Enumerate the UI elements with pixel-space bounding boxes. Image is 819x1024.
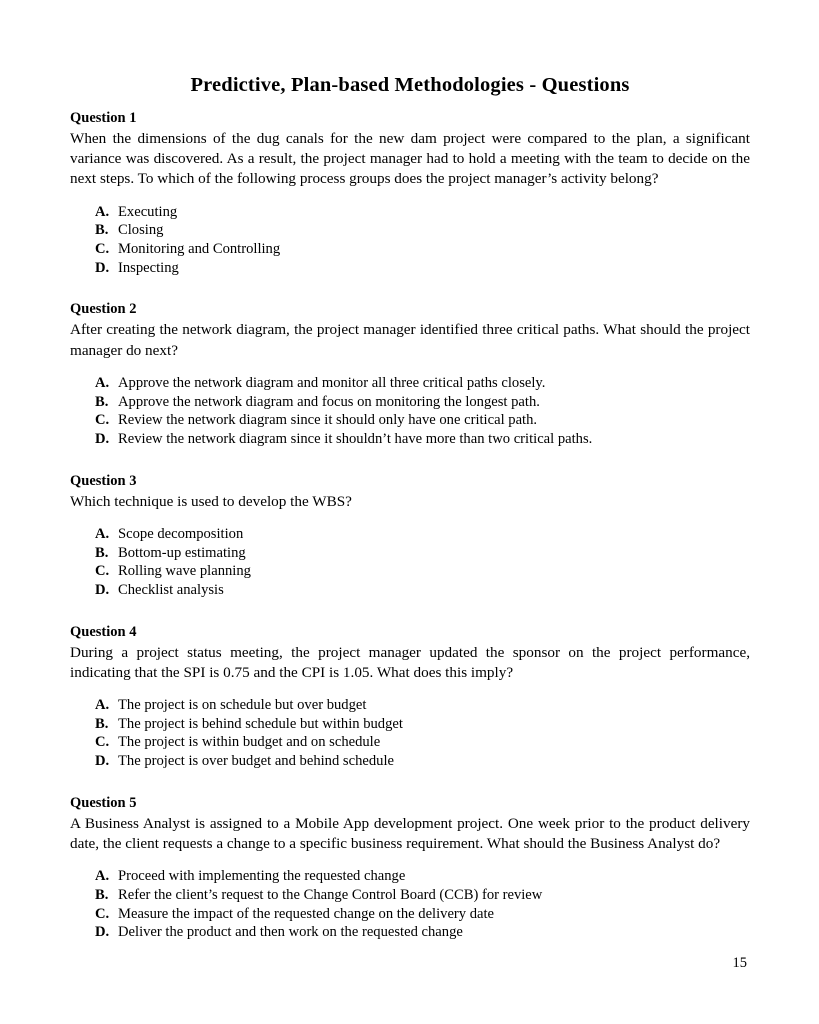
answer-option[interactable] — [95, 886, 750, 905]
question-heading: Question 1 — [70, 110, 137, 126]
answer-options — [70, 696, 750, 771]
question-heading: Question 5 — [70, 794, 137, 811]
option-letter: C. — [95, 241, 110, 258]
option-letter: B. — [95, 544, 109, 561]
question-text: When the dimensions of the dug canals for the new dam project were compared to the plan, a significant variance was discovered. As a result, the project manager had to hold a meeting with the team to decide on the next steps. To which of the following process groups does the project manager’s activity belong? — [70, 130, 750, 188]
answer-option[interactable] — [95, 544, 750, 563]
option-text: Checklist analysis — [118, 581, 224, 598]
questions-container — [70, 109, 750, 942]
option-letter: C. — [95, 734, 110, 751]
option-letter: D. — [95, 430, 110, 447]
question-text: After creating the network diagram, the project manager identified three critical paths. What should the project manager do next? — [70, 321, 750, 359]
option-letter: C. — [95, 905, 110, 922]
option-letter: A. — [95, 868, 110, 885]
option-letter: D. — [95, 924, 110, 941]
option-letter: B. — [95, 393, 109, 410]
answer-options — [70, 203, 750, 278]
question-block — [70, 794, 750, 942]
option-letter: A. — [95, 374, 110, 391]
question-block — [70, 300, 750, 448]
option-text: The project is behind schedule but within budget — [118, 715, 403, 732]
question-text: A Business Analyst is assigned to a Mobile App development project. One week prior to the product delivery date, the client requests a change to a specific business requirement. What should the Business Analyst do? — [70, 814, 750, 853]
option-text: Scope decomposition — [118, 525, 244, 542]
option-text: The project is within budget and on schedule — [118, 734, 381, 751]
question-block — [70, 472, 750, 600]
answer-option[interactable] — [95, 411, 750, 430]
answer-option[interactable] — [95, 752, 750, 771]
option-letter: B. — [95, 886, 109, 903]
question-heading: Question 4 — [70, 623, 137, 640]
option-text: Approve the network diagram and monitor all three critical paths closely. — [118, 374, 546, 391]
answer-option[interactable] — [95, 923, 750, 942]
option-letter: B. — [95, 222, 109, 239]
option-text: Inspecting — [118, 259, 179, 276]
question-heading: Question 3 — [70, 472, 137, 489]
question-heading: Question 2 — [70, 301, 137, 318]
option-text: Measure the impact of the requested change on the delivery date — [118, 905, 495, 922]
option-text: Executing — [118, 203, 178, 220]
option-text: Review the network diagram since it should only have one critical path. — [118, 412, 538, 429]
option-letter: C. — [95, 412, 110, 429]
option-text: Rolling wave planning — [118, 563, 251, 580]
page-number: 15 — [732, 955, 747, 971]
option-letter: B. — [95, 715, 109, 732]
answer-option[interactable] — [95, 259, 750, 278]
page-title: Predictive, Plan-based Methodologies - Questions — [190, 73, 630, 96]
option-text: Proceed with implementing the requested change — [118, 868, 406, 885]
answer-option[interactable] — [95, 696, 750, 715]
answer-option[interactable] — [95, 203, 750, 222]
answer-option[interactable] — [95, 867, 750, 886]
answer-options — [70, 525, 750, 600]
option-letter: D. — [95, 581, 110, 598]
option-letter: A. — [95, 203, 110, 220]
question-text: Which technique is used to develop the WBS? — [70, 492, 352, 510]
answer-option[interactable] — [95, 905, 750, 924]
option-text: The project is over budget and behind schedule — [118, 753, 394, 770]
option-text: Deliver the product and then work on the requested change — [118, 924, 463, 941]
option-letter: D. — [95, 753, 110, 770]
option-letter: A. — [95, 525, 110, 542]
answer-options — [70, 867, 750, 942]
option-letter: A. — [95, 697, 110, 714]
option-letter: D. — [95, 259, 110, 276]
question-block — [70, 623, 750, 771]
option-text: Approve the network diagram and focus on monitoring the longest path. — [118, 393, 540, 410]
option-text: Refer the client’s request to the Change Control Board (CCB) for review — [118, 886, 543, 903]
answer-option[interactable] — [95, 430, 750, 449]
answer-option[interactable] — [95, 393, 750, 412]
answer-options — [70, 374, 750, 449]
question-block — [70, 109, 750, 277]
option-text: Bottom-up estimating — [118, 544, 246, 561]
answer-option[interactable] — [95, 581, 750, 600]
option-text: Monitoring and Controlling — [118, 241, 281, 258]
answer-option[interactable] — [95, 733, 750, 752]
answer-option[interactable] — [95, 715, 750, 734]
option-text: Review the network diagram since it shouldn’t have more than two critical paths. — [118, 430, 593, 447]
answer-option[interactable] — [95, 374, 750, 393]
answer-option[interactable] — [95, 240, 750, 259]
answer-option[interactable] — [95, 221, 750, 240]
option-text: The project is on schedule but over budget — [118, 697, 367, 714]
answer-option[interactable] — [95, 525, 750, 544]
option-letter: C. — [95, 563, 110, 580]
option-text: Closing — [118, 222, 164, 239]
question-text: During a project status meeting, the project manager updated the sponsor on the project performance, indicating that the SPI is 0.75 and the CPI is 1.05. What does this imply? — [70, 643, 750, 681]
answer-option[interactable] — [95, 562, 750, 581]
